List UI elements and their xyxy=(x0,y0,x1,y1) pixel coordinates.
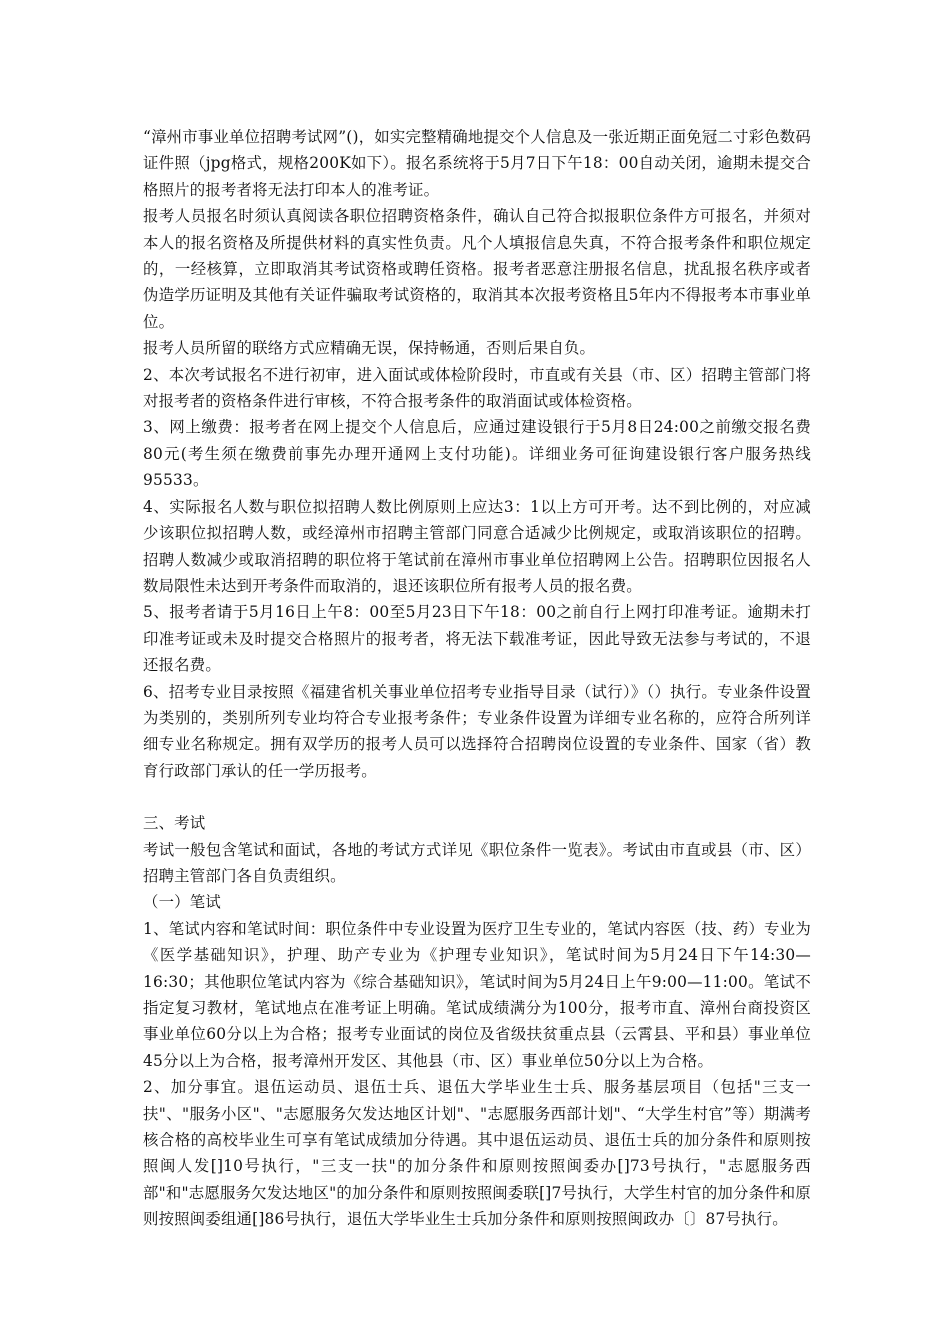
section-spacer xyxy=(143,784,811,810)
paragraph-registration-system: “漳州市事业单位招聘考试网”()，如实完整精确地提交个人信息及一张近期正面免冠二寸彩色数码证件照（jpg格式，规格200K如下）。报名系统将于5月7日下午18：00自动关闭，逾期未提交合格照片的报考者将无法打印本人的准考证。 xyxy=(143,128,811,199)
paragraph-major-catalog: 6、招考专业目录按照《福建省机关事业单位招考专业指导目录（试行）》（）执行。专业条件设置为类别的，类别所列专业均符合专业报考条件；专业条件设置为详细专业名称的，应符合所列详细专业名称规定。拥有双学历的报考人员可以选择符合招聘岗位设置的专业条件、国家（省）教育行政部门承认的任一学历报考。 xyxy=(143,682,811,780)
paragraph-written-exam-content: 1、笔试内容和笔试时间：职位条件中专业设置为医疗卫生专业的，笔试内容医（技、药）专业为《医学基础知识》，护理、助产专业为《护理专业知识》，笔试时间为5月24日下午14:30—16:30；其他职位笔试内容为《综合基础知识》，笔试时间为5月24日上午9:00—11:00。笔试不指定复习教材，笔试地点在准考证上明确。笔试成绩满分为100分，报考市直、漳州台商投资区事业单位60分以上为合格；报考专业面试的岗位及省级扶贫重点县（云霄县、平和县）事业单位45分以上为合格，报考漳州开发区、其他县（市、区）事业单位50分以上为合格。 xyxy=(143,919,811,1070)
subheading-written-exam: （一）笔试 xyxy=(143,893,221,912)
section-heading-exam: 三、考试 xyxy=(143,814,206,833)
paragraph-bonus-points: 2、加分事宜。退伍运动员、退伍士兵、退伍大学毕业生士兵、服务基层项目（包括"三支一扶"、"服务小区"、"志愿服务欠发达地区计划"、"志愿服务西部计划"、“大学生村官”等）期满考核合格的高校毕业生可享有笔试成绩加分待遇。其中退伍运动员、退伍士兵的加分条件和原则按照闽人发[]10号执行，"三支一扶"的加分条件和原则按照闽委办[]73号执行，"志愿服务西部"和"志愿服务欠发达地区"的加分条件和原则按照闽委联[]7号执行，大学生村官的加分条件和原则按照闽委组通[]86号执行，退伍大学毕业生士兵加分条件和原则按照闽政办〔〕87号执行。 xyxy=(143,1078,811,1229)
paragraph-no-preliminary-review: 2、本次考试报名不进行初审，进入面试或体检阶段时，市直或有关县（市、区）招聘主管部门将对报考者的资格条件进行审核，不符合报考条件的取消面试或体检资格。 xyxy=(143,365,811,411)
document-page xyxy=(143,124,811,1233)
paragraph-applicant-ratio: 4、实际报名人数与职位拟招聘人数比例原则上应达3：1以上方可开考。达不到比例的，对应减少该职位拟招聘人数，或经漳州市招聘主管部门同意合适减少比例规定，或取消该职位的招聘。招聘人数减少或取消招聘的职位将于笔试前在漳州市事业单位招聘网上公告。招聘职位因报名人数局限性未达到开考条件而取消的，退还该职位所有报考人员的报名费。 xyxy=(143,497,811,595)
paragraph-online-payment: 3、网上缴费：报考者在网上提交个人信息后，应通过建设银行于5月8日24:00之前缴交报名费80元(考生须在缴费前事先办理开通网上支付功能)。详细业务可征询建设银行客户服务热线95533。 xyxy=(143,418,811,490)
paragraph-contact-info: 报考人员所留的联络方式应精确无误，保持畅通，否则后果自负。 xyxy=(143,339,596,358)
paragraph-print-admission-ticket: 5、报考者请于5月16日上午8：00至5月23日下午18：00之前自行上网打印准考证。逾期未打印准考证或未及时提交合格照片的报考者，将无法下载准考证，因此导致无法参与考试的，不退还报名费。 xyxy=(143,603,811,675)
paragraph-eligibility-responsibility: 报考人员报名时须认真阅读各职位招聘资格条件，确认自己符合拟报职位条件方可报名，并须对本人的报名资格及所提供材料的真实性负责。凡个人填报信息失真，不符合报考条件和职位规定的，一经核算，立即取消其考试资格或聘任资格。报考者恶意注册报名信息，扰乱报名秩序或者伪造学历证明及其他有关证件骗取考试资格的，取消其本次报考资格且5年内不得报考本市事业单位。 xyxy=(143,207,811,331)
paragraph-exam-overview: 考试一般包含笔试和面试，各地的考试方式详见《职位条件一览表》。考试由市直或县（市、区）招聘主管部门各自负责组织。 xyxy=(143,840,811,885)
